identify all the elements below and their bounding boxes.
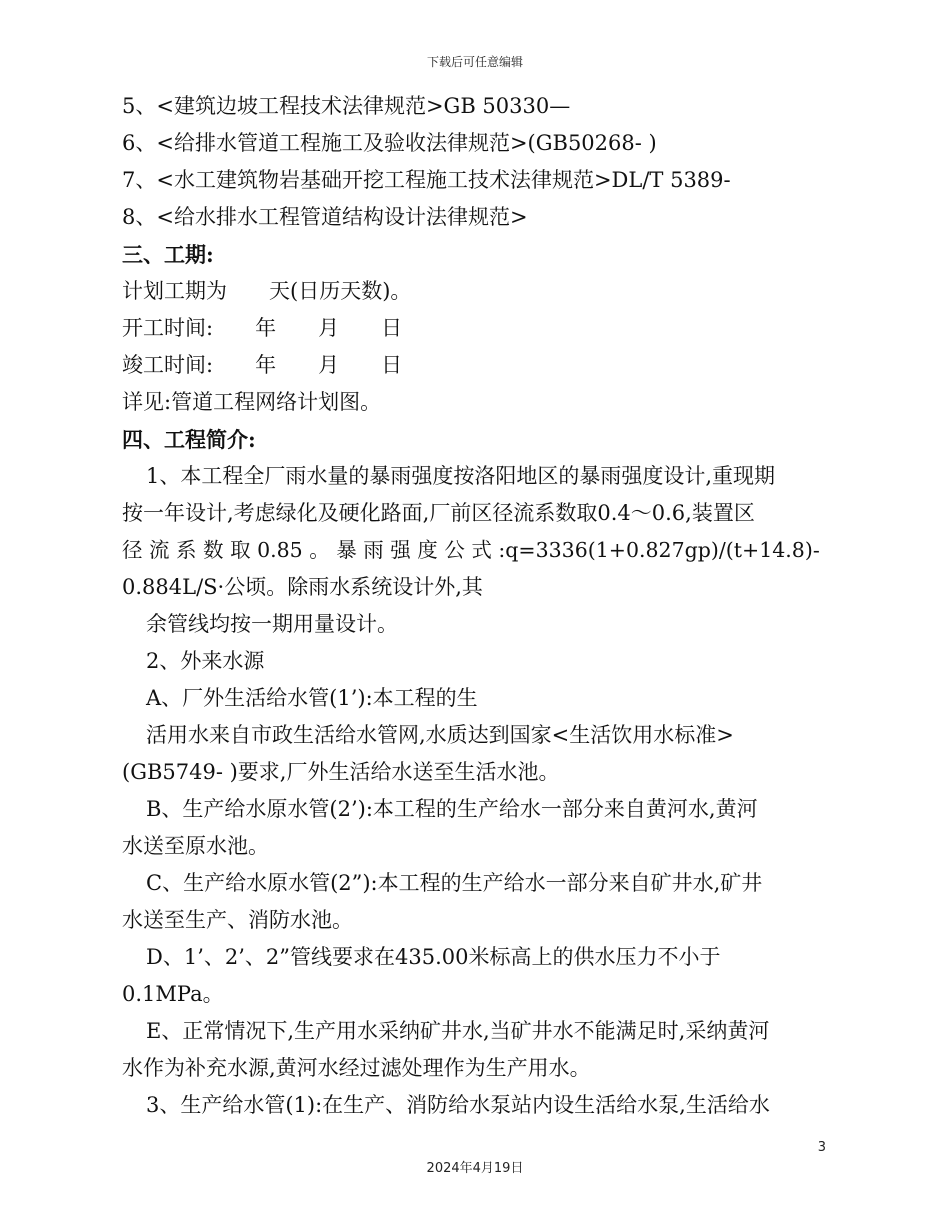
paragraph-line: 余管线均按一期用量设计。 [146,612,398,636]
section-heading: 四、工程简介: [122,427,256,452]
paragraph-line: 水送至生产、消防水池。 [122,908,353,932]
paragraph-line: 0.884L/S·公顷。除雨水系统设计外,其 [122,575,483,599]
paragraph-line: 径 流 系 数 取 0.85 。 暴 雨 强 度 公 式 :q=3336(1+0.827gp)/(t+14.8)- [122,538,820,562]
paragraph-line: E、正常情况下,生产用水采纳矿井水,当矿井水不能满足时,采纳黄河 [146,1019,770,1043]
paragraph-line: A、厂外生活给水管(1’):本工程的生 [146,686,478,710]
paragraph-line: 2、外来水源 [146,649,265,673]
paragraph-line: 0.1MPa。 [122,982,224,1006]
paragraph-line: B、生产给水原水管(2’):本工程的生产给水一部分来自黄河水,黄河 [146,797,758,821]
schedule-detail: 详见:管道工程网络计划图。 [122,390,382,414]
paragraph-line: C、生产给水原水管(2”):本工程的生产给水一部分来自矿井水,矿井 [146,871,763,895]
page-number: 3 [817,1140,826,1155]
paragraph-line: (GB5749- )要求,厂外生活给水送至生活水池。 [122,760,560,784]
end-date: 竣工时间: 年 月 日 [122,353,403,377]
paragraph-line: 3、生产给水管(1):在生产、消防给水泵站内设生活给水泵,生活给水 [146,1093,770,1117]
reference-line: 7、<水工建筑物岩基础开挖工程施工技术法律规范>DL/T 5389- [122,168,731,192]
paragraph-line: D、1’、2’、2”管线要求在435.00米标高上的供水压力不小于 [146,945,721,969]
page-header: 下载后可任意编辑 [426,55,523,69]
reference-line: 8、<给水排水工程管道结构设计法律规范> [122,205,528,229]
paragraph-line: 水送至原水池。 [122,834,269,858]
footer-date: 2024年4月19日 [426,1161,524,1176]
paragraph-line: 1、本工程全厂雨水量的暴雨强度按洛阳地区的暴雨强度设计,重现期 [146,464,776,488]
reference-line: 5、<建筑边坡工程技术法律规范>GB 50330— [122,94,571,118]
start-date: 开工时间: 年 月 日 [122,316,403,340]
paragraph-line: 水作为补充水源,黄河水经过滤处理作为生产用水。 [122,1056,591,1080]
paragraph-line: 按一年设计,考虑绿化及硬化路面,厂前区径流系数取0.4～0.6,装置区 [122,501,755,525]
section-heading: 三、工期: [122,242,214,267]
schedule-plan: 计划工期为 天(日历天数)。 [122,279,412,303]
paragraph-line: 活用水来自市政生活给水管网,水质达到国家<生活饮用水标准> [146,723,734,747]
reference-line: 6、<给排水管道工程施工及验收法律规范>(GB50268- ) [122,131,657,155]
document-body [122,88,832,1124]
